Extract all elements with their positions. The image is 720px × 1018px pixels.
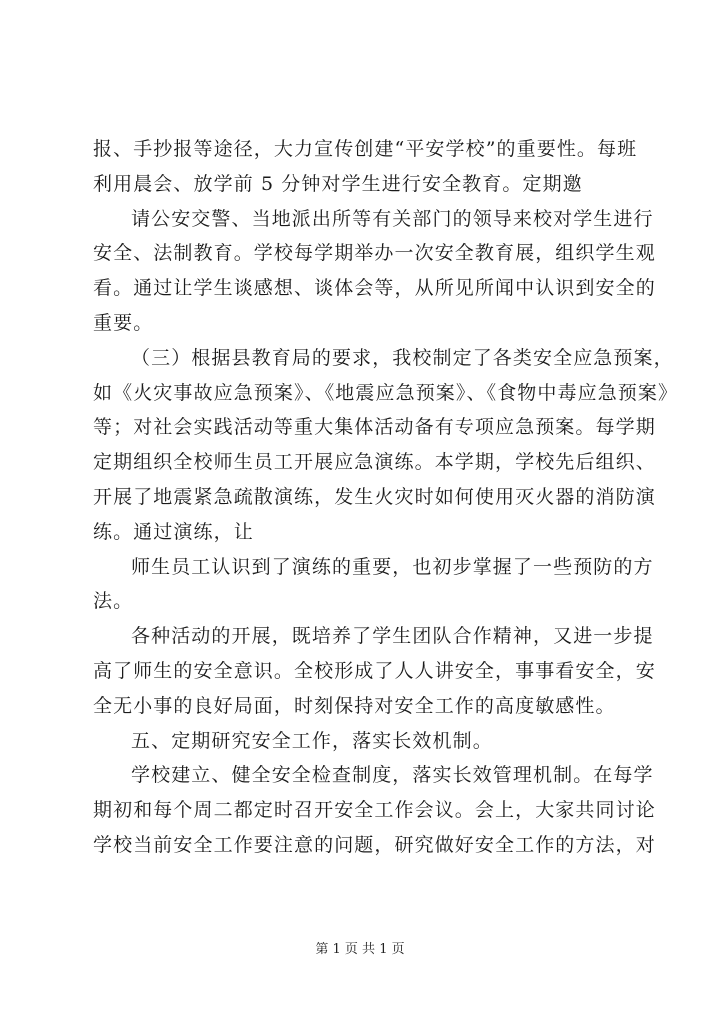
text-line: 安全、法制教育。学校每学期举办一次安全教育展，组织学生观: [93, 242, 656, 265]
text-line: 期初和每个周二都定时召开安全工作会议。会上，大家共同讨论: [93, 799, 656, 822]
text-line: 学校当前安全工作要注意的问题，研究做好安全工作的方法，对: [93, 833, 656, 856]
document-body: [93, 132, 679, 863]
text-line: 学校建立、健全安全检查制度，落实长效管理机制。在每学: [131, 764, 654, 787]
text-line: 重要。: [93, 311, 154, 334]
text-line: 等；对社会实践活动等重大集体活动备有专项应急预案。每学期: [93, 416, 656, 439]
text-line: 各种活动的开展，既培养了学生团队合作精神，又进一步提: [131, 625, 654, 648]
text-line: 请公安交警、当地派出所等有关部门的领导来校对学生进行: [131, 207, 654, 230]
text-line: 如《火灾事故应急预案》、《地震应急预案》、《食物中毒应急预案》: [93, 381, 679, 404]
text-line: 定期组织全校师生员工开展应急演练。本学期，学校先后组织、: [93, 451, 656, 474]
text-line: 高了师生的安全意识。全校形成了人人讲安全，事事看安全，安: [93, 659, 656, 682]
text-line: 开展了地震紧急疏散演练，发生火灾时如何使用灭火器的消防演: [93, 485, 656, 508]
text-line: 练。通过演练，让: [93, 520, 254, 543]
text-line: 利用晨会、放学前 5 分钟对学生进行安全教育。定期邀: [93, 172, 583, 195]
page-number-footer: 第 1 页 共 1 页: [315, 942, 405, 957]
text-line: 全无小事的良好局面，时刻保持对安全工作的高度敏感性。: [93, 694, 616, 717]
text-line: 师生员工认识到了演练的重要，也初步掌握了一些预防的方: [131, 555, 654, 578]
section-heading: 五、定期研究安全工作，落实长效机制。: [131, 729, 493, 752]
text-line: 报、手抄报等途径，大力宣传创建“平安学校”的重要性。每班: [93, 138, 638, 160]
text-line: （三）根据县教育局的要求，我校制定了各类安全应急预案，: [131, 346, 674, 369]
text-line: 法。: [93, 590, 134, 613]
text-line: 看。通过让学生谈感想、谈体会等，从所见所闻中认识到安全的: [93, 277, 656, 300]
